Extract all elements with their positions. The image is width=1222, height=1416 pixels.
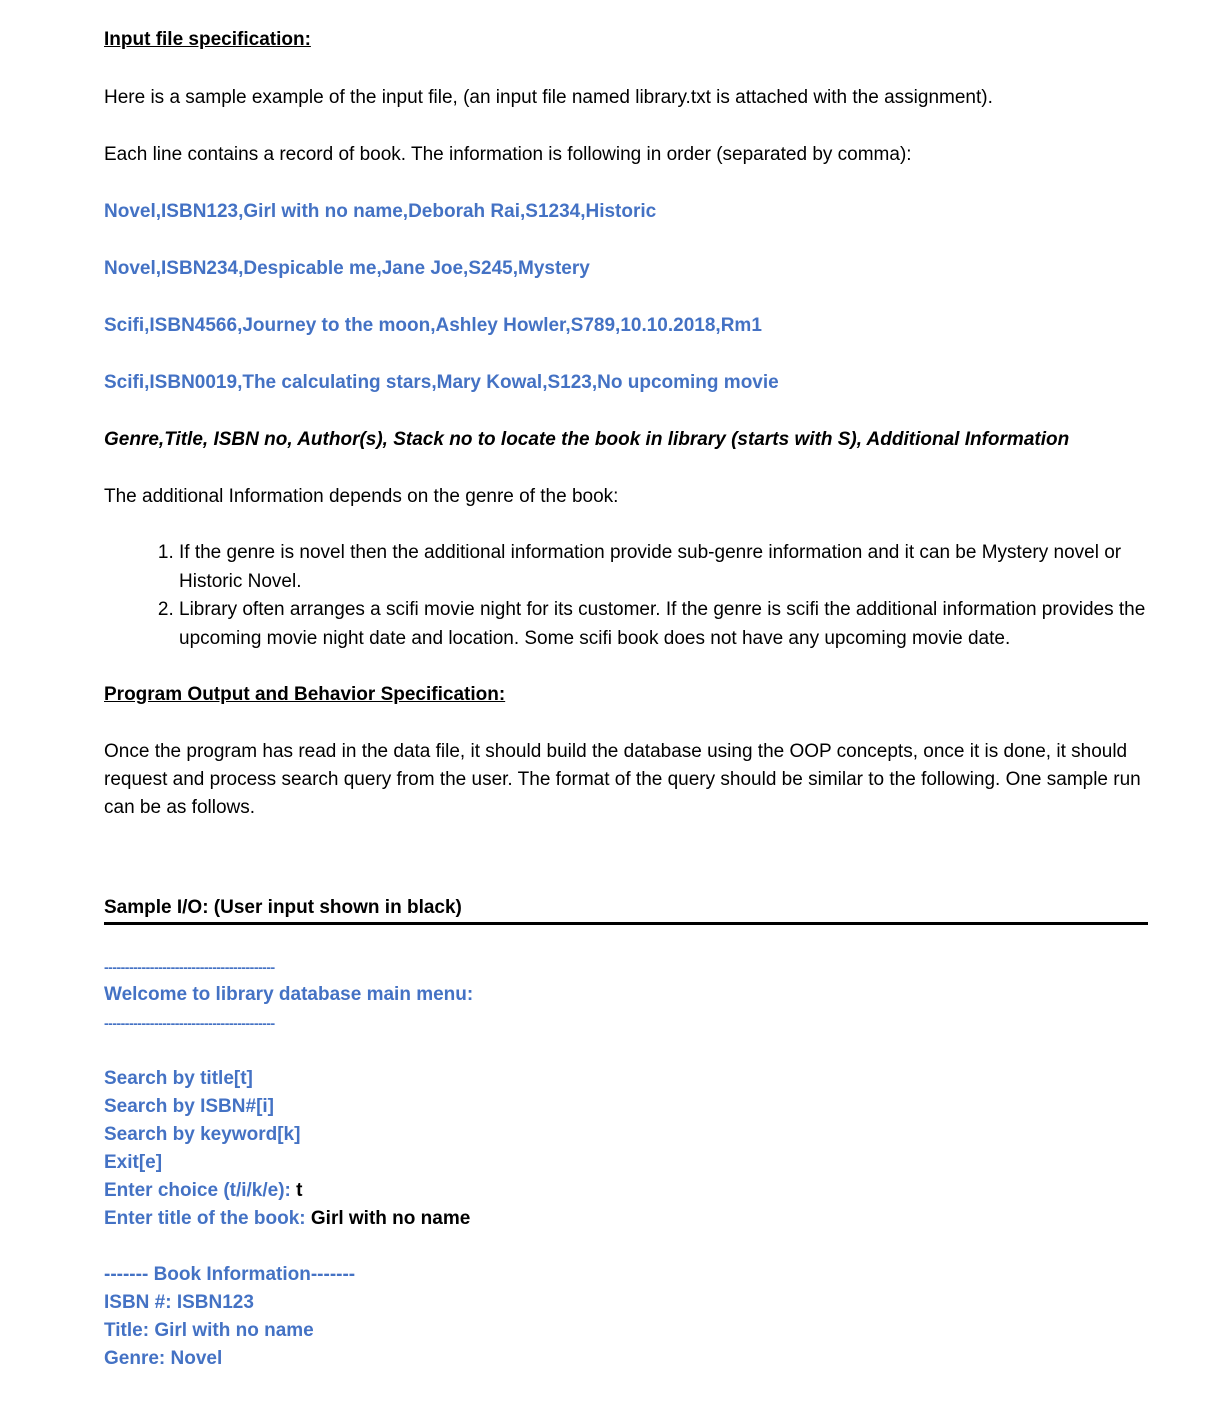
additional-info-intro: The additional Information depends on the genre of the book: — [104, 486, 619, 507]
record-format: Genre,Title, ISBN no, Author(s), Stack no to locate the book in library (starts with S), Additional Information — [104, 429, 1070, 450]
sample-io-heading: Sample I/O: (User input shown in black) — [104, 894, 1148, 925]
title-line — [104, 1205, 1148, 1233]
sample-record: Scifi,ISBN4566,Journey to the moon,Ashley Howler,S789,10.10.2018,Rm1 — [104, 315, 762, 336]
sample-record: Scifi,ISBN0019,The calculating stars,Mary Kowal,S123,No upcoming movie — [104, 372, 779, 393]
separator-dashes: ----------------------------------------- — [104, 959, 275, 975]
book-info-line: Genre: Novel — [104, 1348, 223, 1369]
sample-record: Novel,ISBN123,Girl with no name,Deborah Rai,S1234,Historic — [104, 201, 657, 222]
book-info-header: ------- Book Information------- — [104, 1264, 356, 1285]
output-spec-body: Once the program has read in the data file, it should build the database using the OOP concepts, once it is done, it should request and process search query from the user. The format of the query should be similar to the following. One sample run can be as follows. — [104, 741, 1141, 818]
choice-prompt: Enter choice (t/i/k/e): — [104, 1180, 291, 1201]
genre-rules-list — [104, 539, 1148, 653]
output-spec-heading: Program Output and Behavior Specification: — [104, 684, 506, 705]
list-item: 1. If the genre is novel then the additional information provide sub-genre information and it can be Mystery novel or Historic Novel. — [179, 539, 1148, 596]
book-info-line: Title: Girl with no name — [104, 1320, 314, 1341]
list-item: 2. Library often arranges a scifi movie night for its customer. If the genre is scifi the additional information provides the upcoming movie night date and location. Some scifi book does not have any upcoming movie date. — [179, 596, 1148, 653]
menu-item: Search by ISBN#[i] — [104, 1096, 274, 1117]
choice-line — [104, 1177, 1148, 1205]
separator-dashes: ----------------------------------------- — [104, 1015, 275, 1031]
book-info-line: ISBN #: ISBN123 — [104, 1292, 254, 1313]
choice-input: t — [296, 1180, 303, 1201]
menu-item: Exit[e] — [104, 1152, 163, 1173]
menu-item: Search by title[t] — [104, 1068, 253, 1089]
input-intro: Here is a sample example of the input file, (an input file named library.txt is attached with the assignment). — [104, 87, 993, 108]
title-input: Girl with no name — [310, 1208, 471, 1229]
welcome-line: Welcome to library database main menu: — [104, 984, 474, 1005]
input-spec-heading: Input file specification: — [104, 29, 311, 50]
sample-io-block — [104, 953, 1148, 1373]
each-line-description: Each line contains a record of book. The information is following in order (separated by comma): — [104, 144, 912, 165]
document-page — [104, 26, 1148, 1373]
title-prompt: Enter title of the book: — [104, 1208, 306, 1229]
menu-item: Search by keyword[k] — [104, 1124, 301, 1145]
sample-record: Novel,ISBN234,Despicable me,Jane Joe,S245,Mystery — [104, 258, 590, 279]
